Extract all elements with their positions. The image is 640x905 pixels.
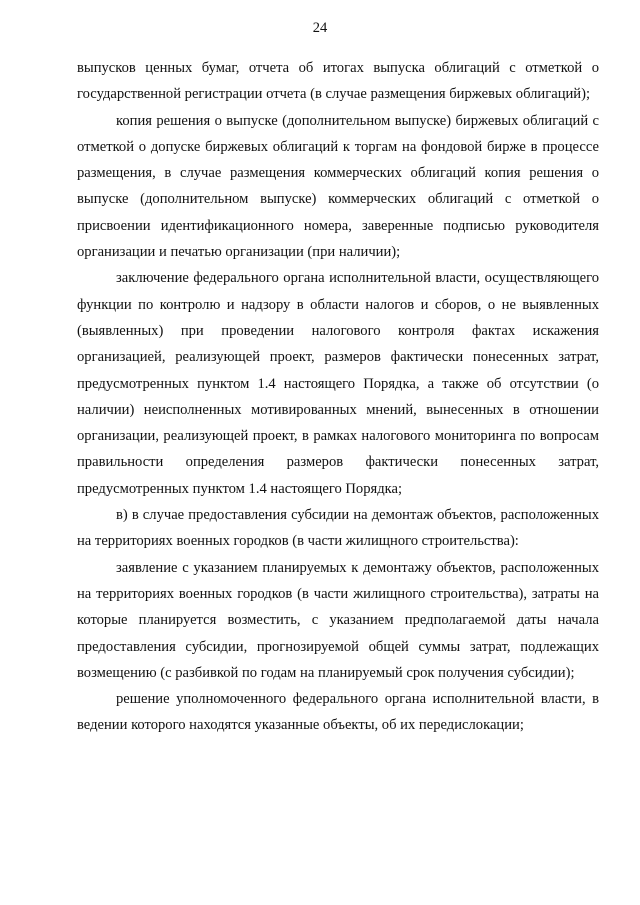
paragraph-application: заявление с указанием планируемых к демонтажу объектов, расположенных на территориях военных городков (в части жилищного строительства), затраты на которые планируется возместить, с указанием предполагаемой даты начала предоставления субсидии, прогнозируемой общей суммы затрат, подлежащих возмещению (с разбивкой по годам на планируемый срок получения субсидии); — [77, 559, 599, 681]
paragraph-bond-decision-copy: копия решения о выпуске (дополнительном выпуске) биржевых облигаций с отметкой о допуске биржевых облигаций к торгам на фондовой бирже в процессе размещения, в случае размещения коммерческих облигаций копия решения о выпуске (дополнительном выпуске) коммерческих облигаций с отметкой о присвоении идентификационного номера, заверенные подписью руководителя организации и печатью организации (при наличии); — [77, 112, 599, 261]
paragraph-tax-authority-conclusion: заключение федерального органа исполнительной власти, осуществляющего функции по контролю и надзору в области налогов и сборов, о не выявленных (выявленных) при проведении налогового контроля фактах искажения организацией, реализующей проект, размеров фактически понесенных затрат, предусмотренных пунктом 1.4 настоящего Порядка, а также об отсутствии (о наличии) неисполненных мотивированных мнений, вынесенных в отношении организации, реализующей проект, в рамках налогового мониторинга по вопросам правильности определения размеров фактически понесенных затрат, предусмотренных пунктом 1.4 настоящего Порядка; — [77, 270, 599, 497]
paragraph-relocation-decision: решение уполномоченного федерального органа исполнительной власти, в ведении которого находятся указанные объекты, об их передислокации; — [77, 691, 599, 734]
page-number: 24 — [312, 20, 328, 36]
paragraph-continuation: выпусков ценных бумаг, отчета об итогах выпуска облигаций с отметкой о государственной регистрации отчета (в случае размещения биржевых облигаций); — [77, 60, 599, 103]
paragraph-demolition-subsidy-case: в) в случае предоставления субсидии на демонтаж объектов, расположенных на территориях военных городков (в части жилищного строительства): — [77, 507, 599, 550]
document-body — [77, 55, 599, 739]
